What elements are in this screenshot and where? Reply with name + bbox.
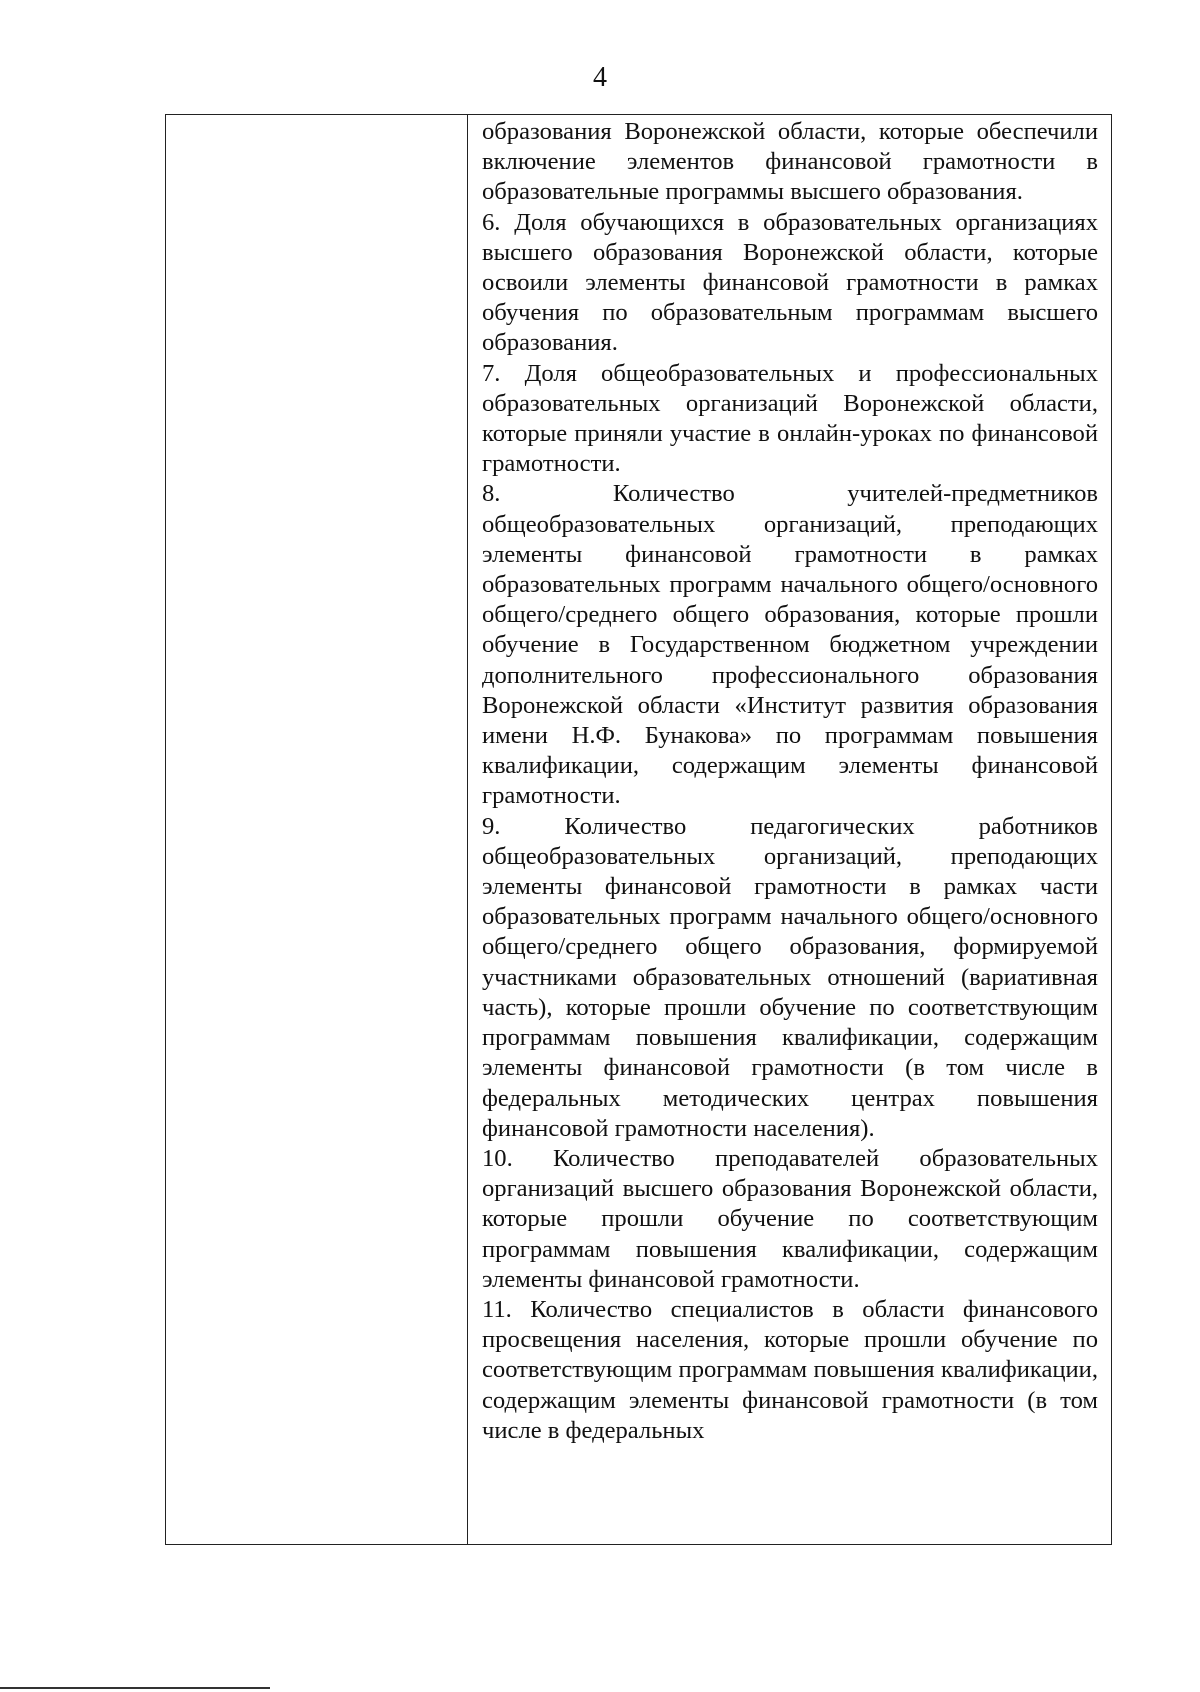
table-left-cell bbox=[166, 115, 468, 1544]
page-number: 4 bbox=[593, 62, 607, 93]
indicator-table bbox=[165, 114, 1112, 1545]
paragraph-item-8: 8. Количество учителей-предметников общеобразовательных организаций, преподающих элементы финансовой грамотности в рамках образовательных программ начального общего/основного общего/среднего общего образования, которые прошли обучение в Государственном бюджетном учреждении дополнительного профессионального образования Воронежской области «Институт развития образования имени Н.Ф. Бунакова» по программам повышения квалификации, содержащим элементы финансовой грамотности. bbox=[482, 480, 1098, 810]
paragraph-continuation: образования Воронежской области, которые обеспечили включение элементов финансовой грамотности в образовательные программы высшего образования. bbox=[482, 118, 1098, 206]
footer-rule bbox=[0, 1687, 270, 1689]
paragraph-item-10: 10. Количество преподавателей образовательных организаций высшего образования Воронежской области, которые прошли обучение по соответствующим программам повышения квалификации, содержащим элементы финансовой грамотности. bbox=[482, 1144, 1098, 1293]
paragraph-item-6: 6. Доля обучающихся в образовательных организациях высшего образования Воронежской области, которые освоили элементы финансовой грамотности в рамках обучения по образовательным программам высшего образования. bbox=[482, 208, 1098, 357]
table-right-cell bbox=[482, 117, 1098, 1446]
paragraph-item-7: 7. Доля общеобразовательных и профессиональных образовательных организаций Воронежской области, которые приняли участие в онлайн-уроках по финансовой грамотности. bbox=[482, 359, 1098, 478]
paragraph-item-9: 9. Количество педагогических работников общеобразовательных организаций, преподающих элементы финансовой грамотности в рамках части образовательных программ начального общего/основного общего/среднего общего образования, формируемой участниками образовательных отношений (вариативная часть), которые прошли обучение по соответствующим программам повышения квалификации, содержащим элементы финансовой грамотности (в том числе в федеральных методических центрах повышения финансовой грамотности населения). bbox=[482, 812, 1098, 1142]
paragraph-item-11: 11. Количество специалистов в области финансового просвещения населения, которые прошли обучение по соответствующим программам повышения квалификации, содержащим элементы финансовой грамотности (в том числе в федеральных bbox=[482, 1295, 1098, 1444]
